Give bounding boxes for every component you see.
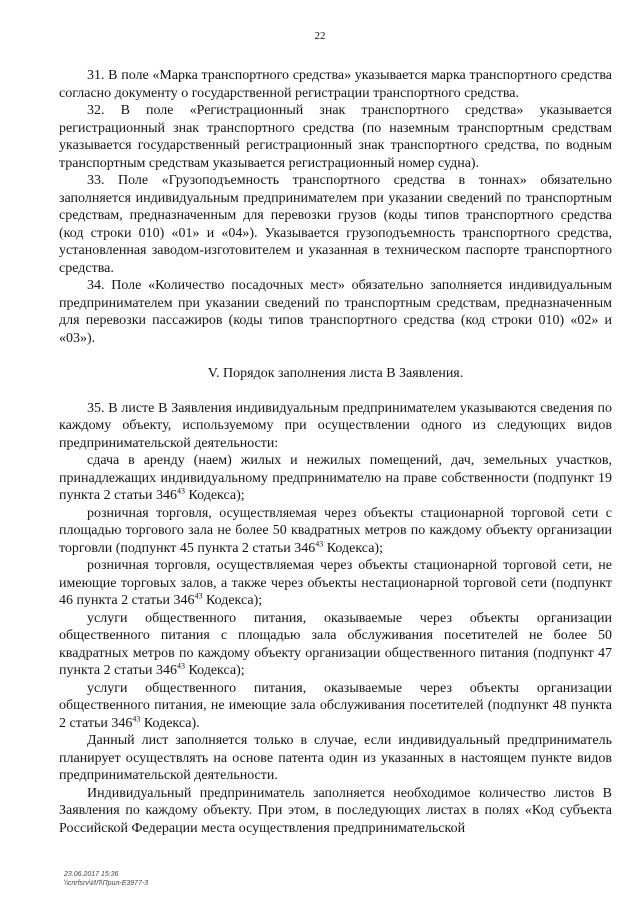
list-item (59, 557, 612, 610)
footer-file-path: \\cnrfsrv\ИЛ\Прил-Е3977-3 (64, 880, 149, 887)
paragraph-33: 33. Поле «Грузоподъемность транспортного средства в тоннах» обязательно заполняется индивидуальным предпринимателем при указании сведений по транспортным средствам, предназначенным для перевозки грузов (коды типов транспортного средства (код строки 010) «01» и «04»). Указывается грузоподъемность транспортного средства, установленная заводом-изготовителем и указанная в техническом паспорте транспортного средства. (59, 173, 612, 276)
list-item-text: розничная торговля, осуществляемая через объекты стационарной торговой сети с площадью торгового зала не более 50 квадратных метров по каждому объекту организации торговли (подпункт 45 пункта 2 статьи 346 (59, 505, 612, 556)
article-superscript: 43 (194, 591, 203, 601)
list-item (59, 452, 612, 505)
paragraph-32: 32. В поле «Регистрационный знак транспортного средства» указывается регистрационный знак транспортного средства (по наземным транспортным средствам указывается государственный регистрационный знак транспортного средства, по водным транспортным средствам указывается регистрационный номер судна). (59, 103, 612, 171)
list-item-text-end: Кодекса); (323, 540, 383, 556)
article-superscript: 43 (315, 538, 324, 548)
list-item (59, 680, 612, 733)
paragraph-35: 35. В листе В Заявления индивидуальным предпринимателем указываются сведения по каждому объекту, используемому при осуществлении одного из следующих видов предпринимательской деятельности: (59, 400, 612, 451)
paragraph-31: 31. В поле «Марка транспортного средства» указывается марка транспортного средства согласно документу о государственной регистрации транспортного средства. (59, 68, 612, 101)
list-item-text-end: Кодекса); (184, 663, 245, 678)
document-body (59, 67, 612, 837)
document-footer-stamp (64, 870, 148, 888)
list-item-text-end: Кодекса). (140, 715, 200, 731)
article-superscript: 43 (176, 661, 185, 671)
list-item (59, 610, 612, 680)
list-item-text: услуги общественного питания, оказываемые через объекты организации общественного питания, не имеющие зала обслуживания посетителей (подпункт 48 пункта 2 статьи 346 (59, 680, 612, 731)
paragraph-sheet-count: Индивидуальный предприниматель заполняется необходимое количество листов В Заявления по каждому объекту. При этом, в последующих листах в полях «Код субъекта Российской Федерации места осуществления предпринимательской (59, 785, 612, 836)
article-superscript: 43 (132, 713, 141, 723)
list-item (59, 505, 612, 558)
footer-timestamp: 23.06.2017 15:36 (64, 871, 119, 878)
list-item-text: розничная торговля, осуществляемая через объекты стационарной торговой сети, не имеющие торговых залов, а также через объекты нестационарной торговой сети (подпункт 46 пункта 2 статьи 346 (59, 558, 612, 608)
paragraph-sheet-note: Данный лист заполняется только в случае, если индивидуальный предприниматель планирует осуществлять на основе патента один из указанных в настоящем пункте видов предпринимательской деятельности. (59, 733, 612, 783)
section-heading: V. Порядок заполнения листа В Заявления. (207, 366, 464, 381)
list-item-text-end: Кодекса); (202, 593, 263, 608)
list-item-text: сдача в аренду (наем) жилых и нежилых помещений, дач, земельных участков, принадлежащих индивидуальному предпринимателю на праве собственности (подпункт 19 пункта 2 статьи 346 (59, 453, 612, 503)
paragraph-34: 34. Поле «Количество посадочных мест» обязательно заполняется индивидуальным предпринимателем при указании сведений по транспортным средствам, предназначенным для перевозки пассажиров (коды типов транспортного средства (код строки 010) «02» и «03»). (59, 278, 612, 346)
page-number: 22 (314, 30, 326, 42)
list-item-text: услуги общественного питания, оказываемые через объекты организации общественного питания с площадью зала обслуживания посетителей не более 50 квадратных метров по каждому объекту организации общественного питания (подпункт 47 пункта 2 статьи 346 (59, 610, 612, 678)
article-superscript: 43 (176, 486, 185, 496)
list-item-text-end: Кодекса); (184, 488, 245, 503)
